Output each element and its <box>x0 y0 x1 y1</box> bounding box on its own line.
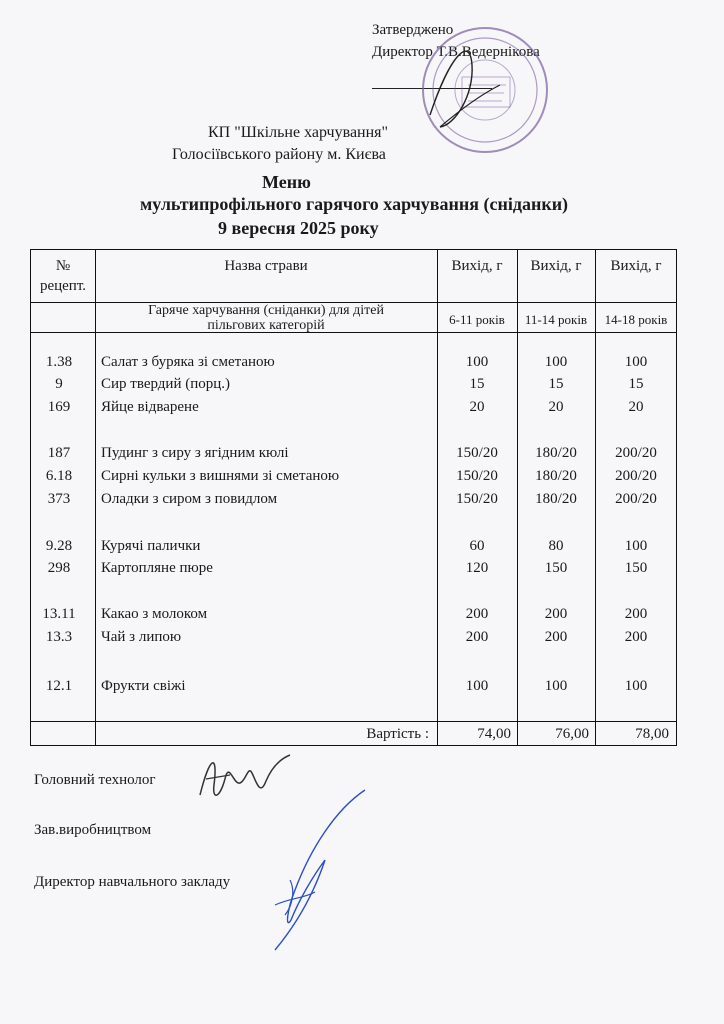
yield-value-2: 150 <box>544 560 568 576</box>
yield-value-2: 15 <box>548 376 564 392</box>
yield-value-1: 15 <box>469 376 485 392</box>
yield-value-2: 200 <box>544 629 568 645</box>
dish-name: Картопляне пюре <box>101 560 213 576</box>
yield-value-1: 100 <box>465 354 489 370</box>
yield-value-3: 150 <box>624 560 648 576</box>
director-approval-line: Директор Т.В.Ведернікова <box>372 44 540 60</box>
yield-value-2: 80 <box>548 538 564 554</box>
dish-name: Салат з буряка зі сметаною <box>101 354 275 370</box>
yield-value-3: 200/20 <box>615 445 657 461</box>
yield-value-1: 200 <box>465 606 489 622</box>
header-yield-1: Вихід, г <box>451 258 503 274</box>
recipe-code: 298 <box>47 560 71 576</box>
yield-value-3: 100 <box>624 354 648 370</box>
dish-name: Сир твердий (порц.) <box>101 376 231 392</box>
header-dish-name: Назва страви <box>224 258 308 274</box>
category-line-1: Гаряче харчування (сніданки) для дітей <box>148 303 384 318</box>
header-yield-3: Вихід, г <box>610 258 662 274</box>
recipe-code: 6.18 <box>45 468 73 484</box>
age-group-1: 6-11 років <box>449 312 505 327</box>
cost-value-2: 76,00 <box>555 726 589 742</box>
document-subtitle: мультипрофільного гарячого харчування (сніданки) <box>140 194 569 214</box>
age-group-3: 14-18 років <box>604 312 668 327</box>
approval-caption: Затверджено <box>372 22 454 38</box>
yield-value-3: 20 <box>628 399 644 415</box>
yield-value-2: 100 <box>544 678 568 694</box>
cost-label: Вартість : <box>366 726 429 742</box>
yield-value-3: 15 <box>628 376 644 392</box>
yield-value-1: 200 <box>465 629 489 645</box>
header-yield-2: Вихід, г <box>530 258 582 274</box>
dish-name: Фрукти свіжі <box>101 678 186 694</box>
yield-value-3: 100 <box>624 538 648 554</box>
document-title: Меню <box>262 172 311 192</box>
recipe-code: 12.1 <box>45 678 73 694</box>
yield-value-3: 100 <box>624 678 648 694</box>
production-head-label: Зав.виробництвом <box>34 822 152 838</box>
director-signature <box>255 780 375 955</box>
yield-value-3: 200/20 <box>615 468 657 484</box>
header-recipe-no-line2: рецепт. <box>39 278 87 294</box>
cost-value-1: 74,00 <box>477 726 511 742</box>
dish-name: Яйце відварене <box>101 399 199 415</box>
yield-value-2: 20 <box>548 399 564 415</box>
recipe-code: 373 <box>47 491 71 507</box>
dish-name: Сирні кульки з вишнями зі сметаною <box>101 468 340 484</box>
recipe-code: 13.11 <box>42 606 76 622</box>
cost-value-3: 78,00 <box>635 726 669 742</box>
yield-value-3: 200/20 <box>615 491 657 507</box>
technologist-label: Головний технолог <box>34 772 156 788</box>
yield-value-1: 20 <box>469 399 485 415</box>
yield-value-2: 200 <box>544 606 568 622</box>
yield-value-3: 200 <box>624 629 648 645</box>
organization-name: КП "Шкільне харчування" <box>208 124 389 141</box>
yield-value-2: 180/20 <box>535 468 577 484</box>
document-date: 9 вересня 2025 року <box>218 218 379 238</box>
yield-value-1: 60 <box>469 538 485 554</box>
recipe-code: 1.38 <box>45 354 73 370</box>
yield-value-1: 100 <box>465 678 489 694</box>
recipe-code: 169 <box>47 399 71 415</box>
yield-value-1: 150/20 <box>456 491 498 507</box>
recipe-code: 9 <box>55 376 63 392</box>
recipe-code: 13.3 <box>45 629 73 645</box>
dish-name: Оладки з сиром з повидлом <box>101 491 278 507</box>
school-director-label: Директор навчального закладу <box>34 874 231 890</box>
yield-value-2: 100 <box>544 354 568 370</box>
dish-name: Пудинг з сиру з ягідним кюлі <box>101 445 289 461</box>
yield-value-3: 200 <box>624 606 648 622</box>
organization-district: Голосіївського району м. Києва <box>172 146 386 163</box>
yield-value-1: 120 <box>465 560 489 576</box>
stamp-seal <box>410 15 560 165</box>
recipe-code: 187 <box>47 445 71 461</box>
recipe-code: 9.28 <box>45 538 73 554</box>
yield-value-2: 180/20 <box>535 445 577 461</box>
dish-name: Чай з липою <box>101 629 182 645</box>
yield-value-1: 150/20 <box>456 445 498 461</box>
dish-name: Курячі палички <box>101 538 201 554</box>
header-recipe-no: № <box>55 258 71 274</box>
row-divider <box>31 721 676 722</box>
yield-value-1: 150/20 <box>456 468 498 484</box>
category-line-2: пільгових категорій <box>207 318 325 333</box>
age-group-2: 11-14 років <box>524 312 588 327</box>
dish-name: Какао з молоком <box>101 606 208 622</box>
menu-table <box>30 249 677 746</box>
yield-value-2: 180/20 <box>535 491 577 507</box>
